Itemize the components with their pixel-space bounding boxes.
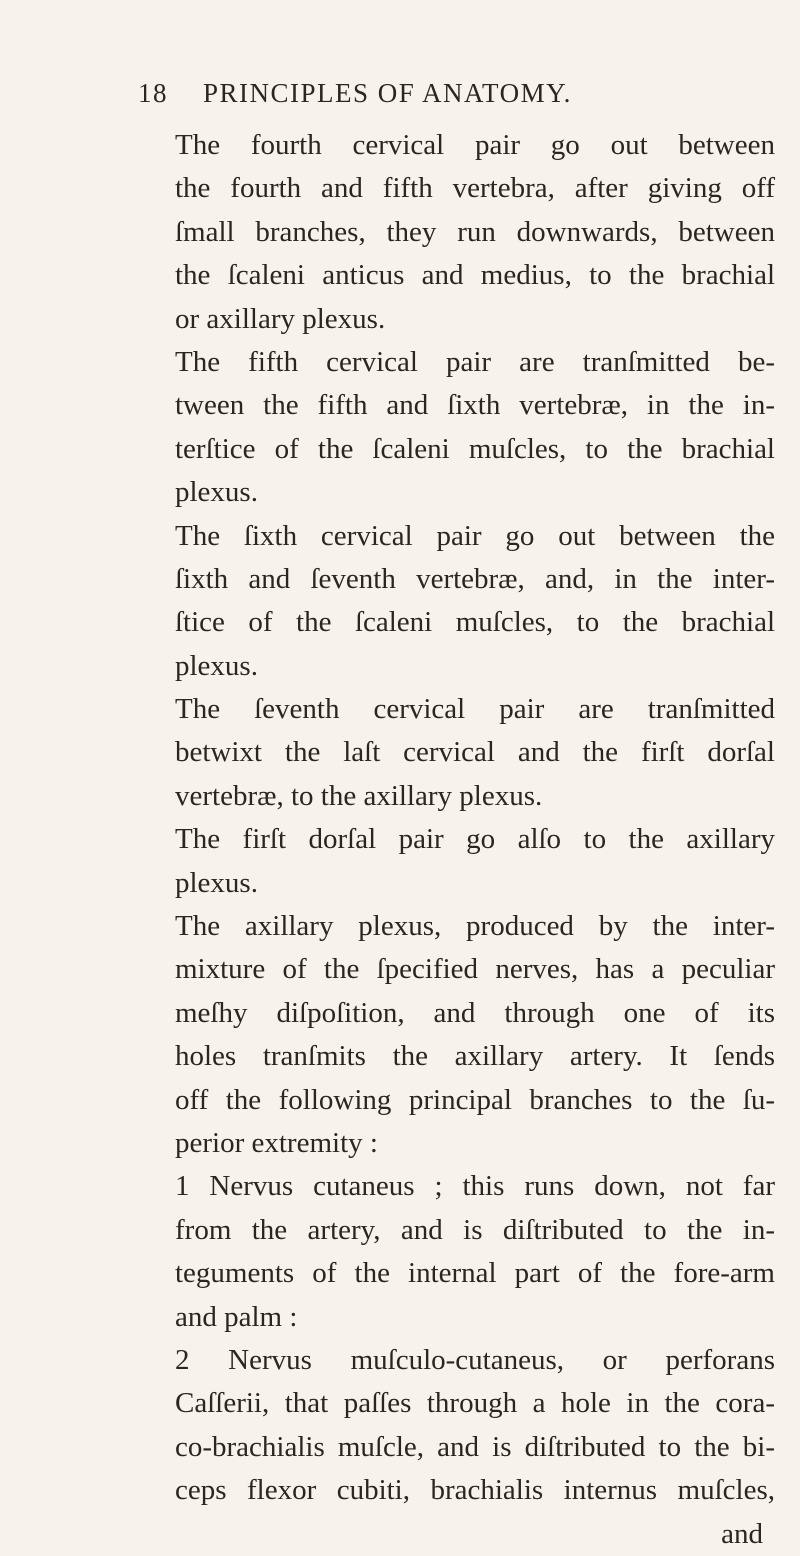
text-line: off the following principal branches to the ſu- [175, 1083, 775, 1116]
text-line: The fifth cervical pair are tranſmitted be- [175, 345, 775, 378]
running-head-title: PRINCIPLES OF ANATOMY. [203, 78, 572, 108]
text-line: the fourth and fifth vertebra, after giving off [175, 172, 775, 205]
text-line: teguments of the internal part of the fore-arm [175, 1257, 775, 1290]
text-line: The firſt dorſal pair go alſo to the axillary [175, 823, 775, 856]
text-line: plexus. [175, 476, 258, 509]
text-line: vertebræ, to the axillary plexus. [175, 779, 543, 812]
text-line: and palm : [175, 1300, 298, 1333]
text-line: ſtice of the ſcaleni muſcles, to the brachial [175, 606, 775, 639]
text-line: ſixth and ſeventh vertebræ, and, in the inter- [175, 562, 775, 595]
running-head [138, 78, 738, 114]
text-line: plexus. [175, 866, 258, 899]
text-line: The ſixth cervical pair go out between the [175, 519, 775, 552]
text-line: ſmall branches, they run downwards, between [175, 215, 775, 248]
text-line: perior extremity : [175, 1126, 378, 1159]
text-line: The axillary plexus, produced by the inter- [175, 910, 775, 943]
text-line: holes tranſmits the axillary artery. It ſends [175, 1040, 775, 1073]
page-number: 18 [138, 78, 168, 108]
text-line: the ſcaleni anticus and medius, to the brachial [175, 259, 775, 292]
text-line: The fourth cervical pair go out between [175, 129, 775, 161]
text-line: The ſeventh cervical pair are tranſmitted [175, 693, 775, 726]
text-line: 2 Nervus muſculo-cutaneus, or perforans [175, 1343, 775, 1376]
text-line: betwixt the laſt cervical and the firſt dorſal [175, 736, 775, 769]
text-line: plexus. [175, 649, 258, 682]
catchword: and [721, 1517, 763, 1550]
text-line: meſhy diſpoſition, and through one of its [175, 996, 775, 1029]
text-line: tween the fifth and ſixth vertebræ, in the in- [175, 389, 775, 422]
text-line: or axillary plexus. [175, 302, 386, 335]
text-line: 1 Nervus cutaneus ; this runs down, not far [175, 1170, 775, 1203]
text-line: terſtice of the ſcaleni muſcles, to the brachial [175, 432, 775, 465]
text-line: Caſſerii, that paſſes through a hole in the cora- [175, 1387, 775, 1420]
text-line: from the artery, and is diſtributed to the in- [175, 1213, 775, 1246]
text-line: mixture of the ſpecified nerves, has a peculiar [175, 953, 775, 986]
text-body [175, 124, 775, 1556]
text-line: co-brachialis muſcle, and is diſtributed to the bi- [175, 1430, 775, 1463]
text-line: ceps flexor cubiti, brachialis internus muſcles, [175, 1474, 775, 1507]
